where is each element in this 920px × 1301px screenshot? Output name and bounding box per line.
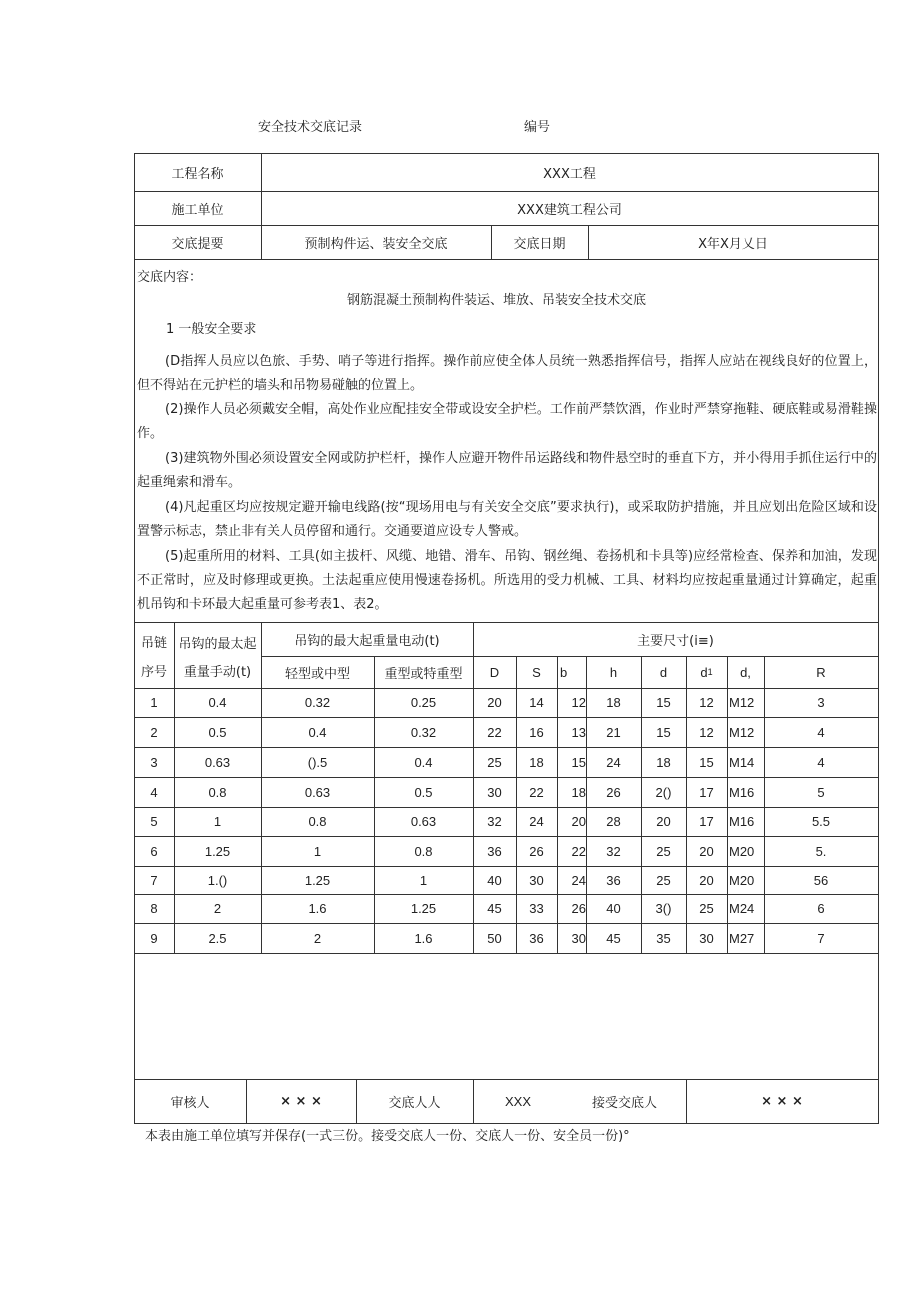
table-cell-d2: M27: [729, 930, 755, 946]
table-cell-seq: 4: [150, 784, 158, 800]
table-cell-D: 25: [487, 754, 502, 770]
table-cell-heavy: 0.63: [410, 814, 437, 829]
table-cell-b: 15: [571, 754, 586, 770]
table-cell-light: 0.4: [308, 724, 327, 740]
table-cell-R: 5.5: [811, 814, 831, 829]
discloser-label: 交底人人: [388, 1095, 441, 1111]
table-cell-light: 0.8: [308, 814, 327, 829]
table-cell-b: 18: [571, 784, 586, 800]
table-cell-d1: 12: [699, 724, 714, 740]
table-cell-b: 26: [571, 901, 586, 916]
table-cell-d1: 25: [699, 901, 714, 916]
table-cell-h: 32: [606, 843, 621, 859]
table-cell-d1: 20: [699, 843, 714, 859]
table-cell-heavy: 0.5: [414, 784, 433, 800]
table-cell-manual: 0.63: [204, 754, 231, 770]
table-cell-R: 4: [817, 754, 825, 770]
header-b: b: [560, 664, 568, 680]
construction-unit-label: 施工单位: [171, 202, 224, 218]
code-label: 编号: [524, 120, 551, 135]
reviewer-label: 审核人: [170, 1095, 210, 1111]
table-cell-S: 36: [529, 930, 544, 946]
table-cell-D: 32: [487, 814, 502, 829]
table-cell-d2: M12: [729, 724, 755, 740]
table-cell-seq: 2: [150, 724, 158, 740]
table-cell-h: 45: [606, 930, 621, 946]
table-cell-heavy: 0.25: [410, 695, 437, 710]
table-cell-light: 0.32: [304, 695, 331, 710]
table-cell-D: 20: [487, 695, 502, 710]
table-cell-S: 18: [529, 754, 544, 770]
table-cell-h: 21: [606, 724, 621, 740]
table-cell-manual: 2.5: [208, 930, 227, 946]
table-cell-D: 50: [487, 930, 502, 946]
table-cell-R: 4: [817, 724, 825, 740]
table-cell-heavy: 0.4: [414, 754, 433, 770]
table-cell-d: 3(): [655, 901, 672, 916]
summary-label: 交底提要: [171, 236, 224, 252]
table-cell-d1: 17: [699, 784, 714, 800]
content-title: 钢筋混凝土预制构件装运、堆放、吊装安全技术交底: [347, 293, 647, 308]
page-title: 安全技术交底记录: [258, 120, 363, 135]
table-cell-manual: 0.5: [208, 724, 227, 740]
table-cell-b: 12: [571, 695, 586, 710]
reviewer-value: × × ×: [280, 1093, 322, 1109]
paragraph-5: (5)起重所用的材料、工具(如主拔杆、风缆、地错、滑车、吊钩、钢丝绳、卷扬机和卡具等)应经常检查、保养和加油，发现不正常时，应及时修理或更换。土法起重应使用慢速卷扬机。所选用的受力机械、工具、材料均应按起重量通过计算确定，起重机吊钩和卡环最大起重量可参考表1、表2。: [137, 549, 877, 612]
header-manual-line1: 吊钩的最太起: [178, 636, 257, 652]
table-cell-S: 14: [529, 695, 544, 710]
table-cell-d: 2(): [655, 784, 672, 800]
table-cell-h: 40: [606, 901, 621, 916]
table-cell-R: 5.: [815, 843, 827, 859]
summary-value: 预制构件运、装安全交底: [304, 236, 448, 252]
table-cell-light: 1: [313, 843, 322, 859]
table-cell-seq: 5: [150, 814, 158, 829]
table-cell-d2: M12: [729, 695, 755, 710]
table-cell-h: 26: [606, 784, 621, 800]
table-cell-S: 24: [529, 814, 544, 829]
table-cell-light: 1.25: [304, 872, 331, 888]
table-cell-seq: 9: [150, 930, 158, 946]
table-cell-d: 20: [656, 814, 671, 829]
table-cell-heavy: 1.6: [414, 930, 433, 946]
header-light: 轻型或中型: [284, 666, 350, 682]
table-cell-seq: 1: [150, 695, 158, 710]
table-cell-manual: 1.(): [207, 872, 228, 888]
table-cell-manual: 1: [213, 814, 222, 829]
table-cell-S: 22: [529, 784, 544, 800]
table-cell-d2: M14: [729, 754, 755, 770]
construction-unit-value: XXX建筑工程公司: [517, 202, 622, 218]
table-cell-seq: 3: [150, 754, 158, 770]
table-cell-seq: 6: [150, 843, 158, 859]
section-heading: 1 一般安全要求: [166, 322, 257, 337]
table-cell-light: 2: [313, 930, 322, 946]
header-heavy: 重型或特重型: [384, 666, 463, 682]
header-S: S: [532, 664, 541, 680]
table-cell-d: 18: [656, 754, 671, 770]
table-cell-d2: M16: [729, 784, 755, 800]
table-cell-d: 25: [656, 872, 671, 888]
header-d2: d,: [740, 664, 751, 680]
table-cell-R: 6: [817, 901, 825, 916]
paragraph-1: (D指挥人员应以色旅、手势、哨子等进行指挥。操作前应使全体人员统一熟悉指挥信号，指挥人应站在视线良好的位置上，但不得站在元护栏的墙头和吊物易碰触的位置上。: [137, 354, 877, 393]
table-cell-heavy: 0.8: [414, 843, 433, 859]
project-name-label: 工程名称: [171, 166, 224, 182]
table-cell-S: 33: [529, 901, 544, 916]
table-cell-R: 7: [817, 930, 825, 946]
table-cell-d: 35: [656, 930, 671, 946]
table-cell-b: 30: [571, 930, 586, 946]
paragraph-2: (2)操作人员必须戴安全帽，高处作业应配挂安全带或设安全护栏。工作前严禁饮酒，作业时严禁穿拖鞋、硬底鞋或易滑鞋操作。: [137, 402, 877, 441]
paragraph-4: (4)凡起重区均应按规定避开输电线路(按“现场用电与有关安全交底”要求执行)，或采取防护措施，并且应划出危险区域和设置警示标志，禁止非有关人员停留和通行。交通要道应设专人警戒。: [137, 500, 877, 539]
table-cell-d2: M20: [729, 872, 755, 888]
table-cell-b: 13: [571, 724, 586, 740]
table-cell-R: 3: [817, 695, 825, 710]
table-cell-d2: M20: [729, 843, 755, 859]
project-name-value: XXX工程: [543, 166, 596, 182]
table-cell-d1: 20: [699, 872, 714, 888]
header-seq-line2: 序号: [140, 664, 167, 680]
receiver-value: × × ×: [761, 1093, 803, 1109]
table-cell-d: 15: [656, 695, 671, 710]
table-cell-d1: 12: [699, 695, 714, 710]
table-cell-h: 28: [606, 814, 621, 829]
table-cell-R: 56: [813, 872, 829, 888]
table-cell-D: 36: [487, 843, 502, 859]
table-cell-S: 16: [529, 724, 544, 740]
table-cell-d1: 17: [699, 814, 714, 829]
table-cell-S: 26: [529, 843, 544, 859]
table-cell-b: 24: [571, 872, 586, 888]
discloser-value: XXX: [504, 1093, 531, 1109]
table-cell-light: 1.6: [308, 901, 327, 916]
footer-note: 本表由施工单位填写并保存(一式三份。接受交底人一份、交底人一份、安全员一份)°: [145, 1129, 630, 1144]
table-cell-D: 22: [487, 724, 502, 740]
receiver-label: 接受交底人: [591, 1095, 657, 1111]
table-cell-d2: M16: [729, 814, 755, 829]
table-cell-manual: 2: [213, 901, 222, 916]
header-manual-line2: 重量手动(t): [183, 664, 252, 680]
date-label: 交底日期: [513, 236, 566, 252]
table-cell-heavy: 1.25: [410, 901, 437, 916]
header-electric: 吊钩的最大起重量电动(t): [294, 633, 440, 649]
header-R: R: [816, 664, 826, 680]
header-d: d: [659, 664, 668, 680]
table-cell-h: 24: [606, 754, 621, 770]
table-cell-light: 0.63: [304, 784, 331, 800]
header-seq-line1: 吊链: [140, 635, 167, 651]
table-cell-D: 30: [487, 784, 502, 800]
table-cell-d: 25: [656, 843, 671, 859]
table-cell-heavy: 1: [419, 872, 428, 888]
table-cell-manual: 1.25: [204, 843, 231, 859]
table-cell-d1: 30: [699, 930, 714, 946]
header-h: h: [609, 664, 618, 680]
table-cell-R: 5: [817, 784, 825, 800]
table-cell-D: 45: [487, 901, 502, 916]
table-cell-d1: 15: [699, 754, 714, 770]
table-cell-D: 40: [487, 872, 502, 888]
table-cell-manual: 0.4: [208, 695, 227, 710]
header-dimensions: 主要尺寸(i≡): [637, 633, 714, 649]
table-cell-d: 15: [656, 724, 671, 740]
table-cell-heavy: 0.32: [410, 724, 437, 740]
header-d1: d 1: [700, 664, 713, 680]
table-cell-manual: 0.8: [208, 784, 227, 800]
table-cell-seq: 8: [150, 901, 158, 916]
table-cell-h: 18: [606, 695, 621, 710]
table-cell-b: 22: [571, 843, 586, 859]
date-value: X年X月乂日: [698, 236, 768, 252]
table-cell-h: 36: [606, 872, 621, 888]
header-D: D: [489, 664, 500, 680]
table-cell-seq: 7: [150, 872, 158, 888]
content-label: 交底内容：: [137, 270, 203, 285]
table-cell-S: 30: [529, 872, 544, 888]
table-cell-b: 20: [571, 814, 586, 829]
paragraph-3: (3)建筑物外围必须设置安全网或防护栏杆，操作人应避开物件吊运路线和物件悬空时的垂直下方，并小得用手抓住运行中的起重绳索和滑车。: [137, 451, 877, 490]
table-cell-light: ().5: [307, 754, 328, 770]
table-cell-d2: M24: [729, 901, 755, 916]
